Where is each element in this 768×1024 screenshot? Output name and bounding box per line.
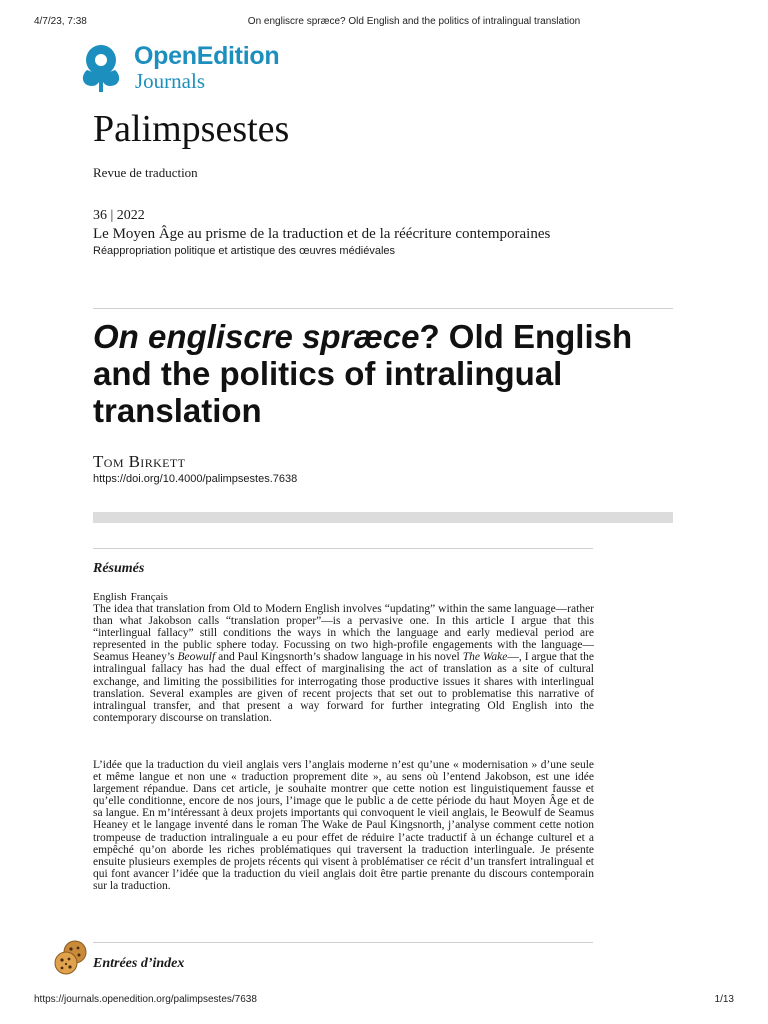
abstract-en-part1: The idea that translation from Old to Modern English involves “updating” within the same language—rather than what Jakobson calls “translation proper”—is a pervasive one. In this article I argue that this “interlingual fallacy” still conditions the ways in which the language and early medieval period are represented in the public sphere today. Focussing on two high-profile engagements with the language—Seamus Heaney’s [93, 603, 594, 664]
divider [93, 548, 593, 549]
print-footer [34, 994, 734, 1005]
page-url: https://journals.openedition.org/palimpsestes/7638 [34, 994, 257, 1005]
logo-sub: Journals [135, 69, 205, 93]
index-heading[interactable]: Entrées d’index [93, 956, 185, 971]
page-number: 1/13 [714, 994, 734, 1005]
issue-number[interactable]: 36 | 2022 [93, 208, 145, 223]
article-title-rest: ? Old English and the politics of intralingual translation [93, 318, 633, 429]
article-title [93, 318, 653, 429]
abstract-en-beowulf: Beowulf [177, 651, 216, 664]
lang-english-link[interactable]: English [93, 591, 127, 603]
issue-subtitle: Réappropriation politique et artistique des œuvres médiévales [93, 245, 396, 257]
language-switch [93, 591, 172, 603]
print-date: 4/7/23, 7:38 [34, 16, 87, 27]
abstract-en-part2: and Paul Kingsnorth’s shadow language in his novel [215, 651, 463, 664]
openedition-flower-logo-icon [78, 42, 128, 94]
abstracts-heading: Résumés [93, 561, 145, 576]
abstract-english [93, 603, 594, 724]
journal-title[interactable]: Palimpsestes [93, 108, 290, 150]
abstract-en-part3: —, I argue that the intralingual fallacy has had the dual effect of marginalising the act of translation as a site of cultural exchange, and limiting the possibilities for interrogating those productive issues it shares with interlingual translation. Several examples are given of recent projects that set out to problematise this narrative of intralingual transfer, and that present a way forward for further integrating Old English into the contemporary discourse on translation. [93, 651, 594, 724]
article-title-italic: On engliscre spræce [93, 318, 420, 355]
author-name[interactable]: Tom Birkett [93, 452, 186, 471]
abstract-en-the-wake: The Wake [462, 651, 508, 664]
abstract-french: L’idée que la traduction du vieil anglais vers l’anglais moderne n’est qu’une « modernisation » d’une seule et même langue et non une « traduction proprement dite », au sens où l’entend Jakobson, est une idée largement répandue. Dans cet article, je souhaite montrer que cette notion est linguistiquement fausse et qu’elle conditionne, encore de nos jours, l’image que le public a de cette période du haut Moyen Âge et de sa langue. En m’intéressant à deux projets importants qui convoquent le vieil anglais, le Beowulf de Seamus Heaney et le langage inventé dans le roman The Wake de Paul Kingsnorth, j’analyse comment cette notion trompeuse de traduction intralinguale a eu pour effet de réduire l’acte traductif à un échange culturel et a empêché qu’on aborde les riches problématiques qui traversent la traduction interlinguale. Je présente ensuite plusieurs exemples de projets récents qui visent à problématiser ce récit d’un transfert intralingual et qui font avancer l’idée que la traduction du vieil anglais doit être partie prenante du discours contemporain sur la traduction. [93, 759, 594, 892]
divider [93, 942, 593, 943]
issue-title[interactable]: Le Moyen Âge au prisme de la traduction et de la réécriture contemporaines [93, 226, 551, 242]
separator-bar [93, 512, 673, 523]
print-title: On engliscre spræce? Old English and the politics of intralingual translation [247, 16, 581, 27]
cookie-icon[interactable] [52, 940, 90, 976]
doi-link[interactable]: https://doi.org/10.4000/palimpsestes.7638 [93, 473, 298, 485]
journal-subtitle: Revue de traduction [93, 165, 198, 180]
openedition-logo[interactable] [78, 42, 318, 94]
divider [93, 308, 673, 309]
logo-name: OpenEdition [134, 42, 280, 70]
lang-french-link[interactable]: Français [130, 591, 168, 603]
